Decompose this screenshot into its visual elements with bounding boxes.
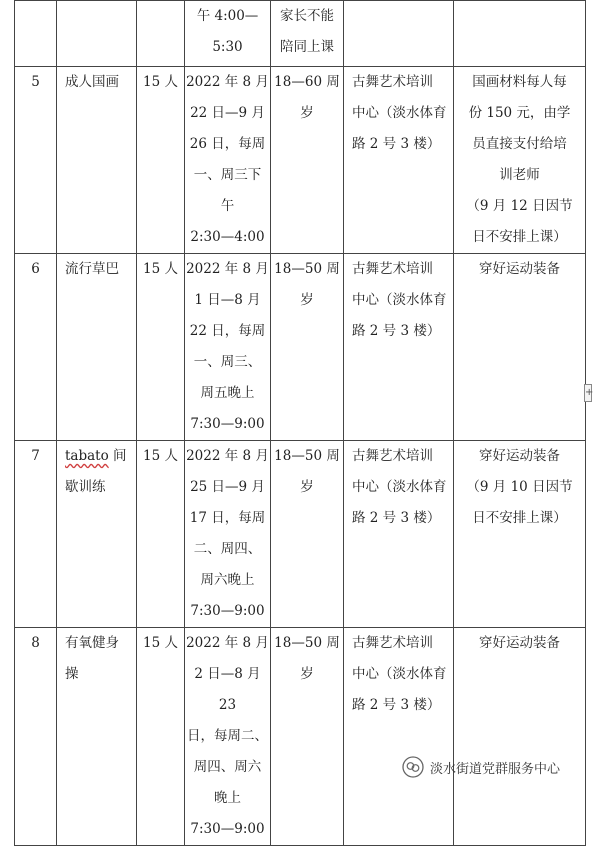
watermark — [402, 756, 560, 778]
age-requirement-cell: 18—50 周 岁 — [271, 441, 344, 628]
age-requirement-cell: 18—50 周 岁 — [271, 254, 344, 441]
schedule-time-cell: 2022 年 8 月 1 日—8 月 22 日，每周 一、周三、 周五晚上 7:30—9:00 — [185, 254, 271, 441]
table-row — [15, 628, 586, 846]
location-cell: 古舞艺术培训 中心（淡水体育 路 2 号 3 楼） — [344, 254, 454, 441]
table-row-continued — [15, 1, 586, 67]
note-cell: 国画材料每人每 份 150 元，由学 员直接支付给培 训老师 （9 月 12 日因节 日不安排上课） — [454, 67, 586, 254]
table-row — [15, 441, 586, 628]
table-row — [15, 67, 586, 254]
quota-cell: 15 人 — [137, 254, 185, 441]
quota-cell: 15 人 — [137, 441, 185, 628]
table-row — [15, 254, 586, 441]
course-name-latin: tabato — [65, 448, 109, 464]
course-name-cell: 成人国画 — [57, 67, 137, 254]
age-requirement-cell: 家长不能 陪同上课 — [271, 1, 344, 67]
quota-cell — [137, 1, 185, 67]
age-requirement-cell: 18—50 周 岁 — [271, 628, 344, 846]
course-name-cell: 流行草巴 — [57, 254, 137, 441]
note-cell: 穿好运动装备 （9 月 10 日因节 日不安排上课） — [454, 441, 586, 628]
schedule-time-cell: 2022 年 8 月 2 日—8 月 23 日，每周二、 周四、周六 晚上 7:30—9:00 — [185, 628, 271, 846]
course-schedule-table — [14, 0, 586, 846]
watermark-text: 淡水街道党群服务中心 — [430, 761, 561, 777]
note-cell: 穿好运动装备 — [454, 628, 586, 846]
location-cell: 古舞艺术培训 中心（淡水体育 路 2 号 3 楼） — [344, 441, 454, 628]
note-cell — [454, 1, 586, 67]
course-name-cell — [57, 441, 137, 628]
quota-cell: 15 人 — [137, 67, 185, 254]
schedule-time-cell: 午 4:00— 5:30 — [185, 1, 271, 67]
index-cell: 8 — [15, 628, 57, 846]
schedule-time-cell: 2022 年 8 月 25 日—9 月 17 日，每周 二、周四、 周六晚上 7:30—9:00 — [185, 441, 271, 628]
location-cell — [344, 1, 454, 67]
index-cell: 5 — [15, 67, 57, 254]
course-name-cell: 有氧健身 操 — [57, 628, 137, 846]
index-cell: 7 — [15, 441, 57, 628]
course-name-rest: 间 歇训练 — [65, 448, 127, 495]
location-cell: 古舞艺术培训 中心（淡水体育 路 2 号 3 楼） — [344, 628, 454, 846]
index-cell — [15, 1, 57, 67]
wechat-official-account-icon — [402, 756, 424, 778]
index-cell: 6 — [15, 254, 57, 441]
age-requirement-cell: 18—60 周 岁 — [271, 67, 344, 254]
course-name-cell — [57, 1, 137, 67]
quota-cell: 15 人 — [137, 628, 185, 846]
note-cell: 穿好运动装备 — [454, 254, 586, 441]
table-resize-handle[interactable]: + — [584, 384, 592, 402]
location-cell: 古舞艺术培训 中心（淡水体育 路 2 号 3 楼） — [344, 67, 454, 254]
schedule-time-cell: 2022 年 8 月 22 日—9 月 26 日，每周 一、周三下 午 2:30—4:00 — [185, 67, 271, 254]
